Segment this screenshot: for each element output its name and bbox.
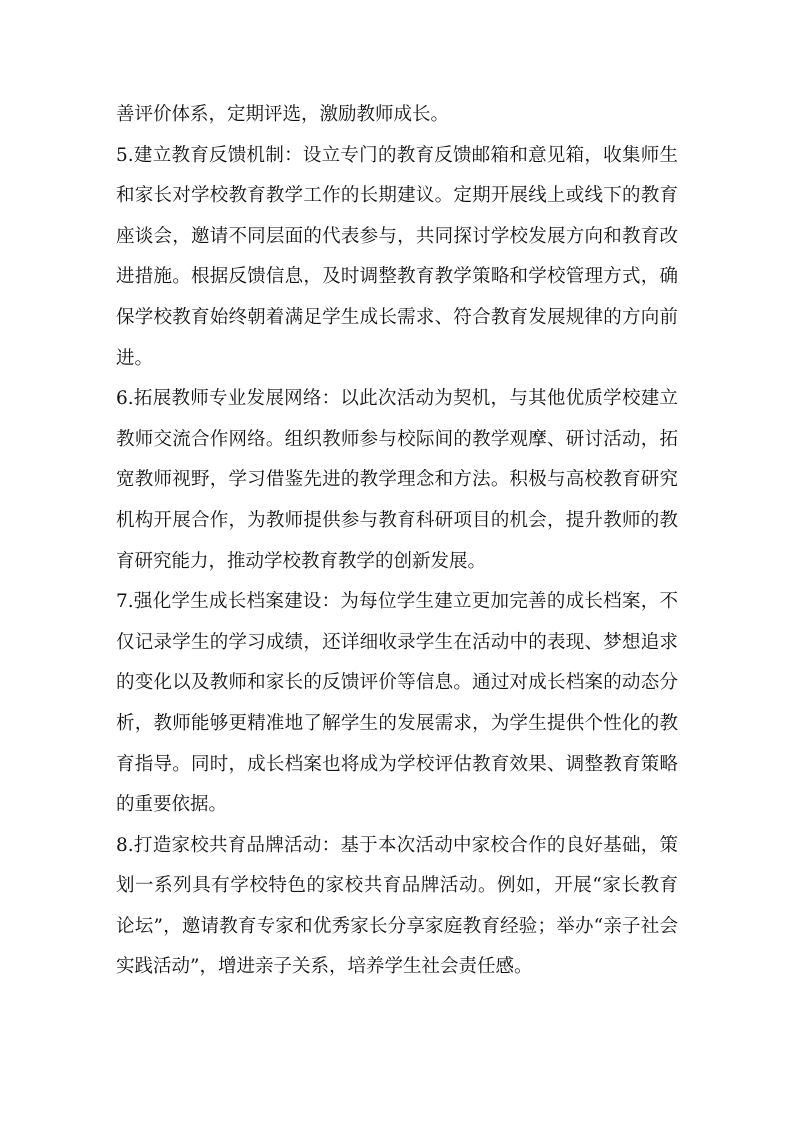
paragraph-item-7: 7.强化学生成长档案建设：为每位学生建立更加完善的成长档案，不仅记录学生的学习成绩，还详细收录学生在活动中的表现、梦想追求的变化以及教师和家长的反馈评价等信息。通过对成长档案的动态分析，教师能够更精准地了解学生的发展需求，为学生提供个性化的教育指导。同时，成长档案也将成为学校评估教育效果、调整教育策略的重要依据。 — [116, 591, 678, 816]
document-body — [116, 95, 678, 988]
paragraph-item-5: 5.建立教育反馈机制：设立专门的教育反馈邮箱和意见箱，收集师生和家长对学校教育教学工作的长期建议。定期开展线上或线下的教育座谈会，邀请不同层面的代表参与，共同探讨学校发展方向和教育改进措施。根据反馈信息，及时调整教育教学策略和学校管理方式，确保学校教育始终朝着满足学生成长需求、符合教育发展规律的方向前进。 — [116, 144, 678, 369]
paragraph-item-6: 6.拓展教师专业发展网络：以此次活动为契机，与其他优质学校建立教师交流合作网络。组织教师参与校际间的教学观摩、研讨活动，拓宽教师视野，学习借鉴先进的教学理念和方法。积极与高校教育研究机构开展合作，为教师提供参与教育科研项目的机会，提升教师的教育研究能力，推动学校教育教学的创新发展。 — [116, 388, 678, 572]
paragraph-continuation: 善评价体系，定期评选，激励教师成长。 — [116, 104, 450, 125]
paragraph-item-8: 8.打造家校共育品牌活动：基于本次活动中家校合作的良好基础，策划一系列具有学校特色的家校共育品牌活动。例如，开展“家长教育论坛”，邀请教育专家和优秀家长分享家庭教育经验；举办“亲子社会实践活动”，增进亲子关系，培养学生社会责任感。 — [116, 834, 678, 978]
